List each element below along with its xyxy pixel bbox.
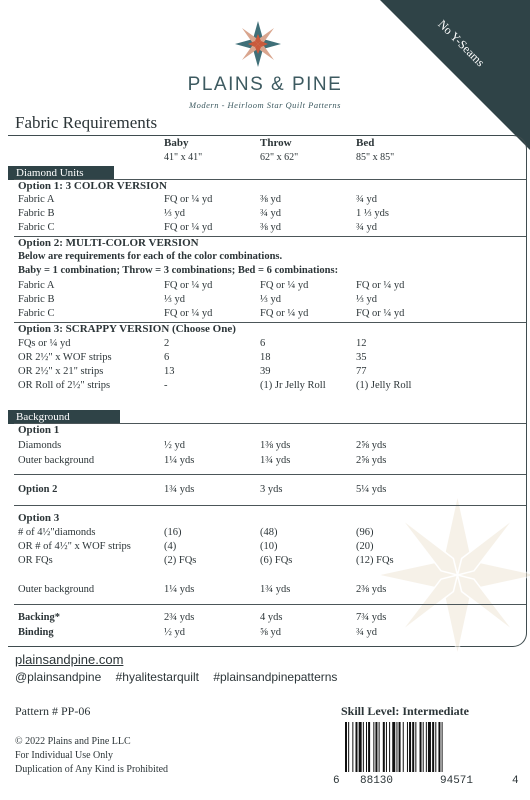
- social-handles: [15, 670, 348, 684]
- barcode-bar: [409, 722, 411, 772]
- column-baby: Baby: [164, 137, 189, 149]
- barcode-bar: [363, 722, 364, 772]
- barcode-icon: [343, 722, 523, 772]
- divider: [14, 604, 526, 605]
- barcode-digits-right: 94571: [440, 775, 474, 787]
- barcode-bar: [392, 722, 395, 772]
- table-row: # of 4½"diamonds (16) (48) (96): [18, 527, 374, 538]
- barcode-bar: [420, 722, 422, 772]
- barcode-bar: [345, 722, 347, 772]
- bg-option1-heading: Option 1: [18, 424, 60, 436]
- copyright: © 2022 Plains and Pine LLC: [15, 736, 131, 747]
- barcode-bar: [366, 722, 367, 772]
- star-logo-icon: [234, 20, 282, 68]
- column-throw-size: 62" x 62": [260, 152, 299, 163]
- barcode-bar: [356, 722, 358, 772]
- brand-tagline: Modern - Heirloom Star Quilt Patterns: [189, 100, 341, 110]
- table-row: Fabric B ⅓ yd ¾ yd 1 ⅓ yds: [18, 208, 389, 219]
- barcode-bar: [403, 722, 404, 772]
- barcode-bar: [348, 722, 349, 772]
- barcode-bar: [396, 722, 397, 772]
- barcode-bar: [435, 722, 436, 772]
- barcode-bar: [375, 722, 377, 772]
- table-row: Outer background 1¼ yds 1¾ yds 2⅝ yds: [18, 455, 387, 466]
- skill-level: Skill Level: Intermediate: [341, 704, 469, 718]
- column-baby-size: 41" x 41": [164, 152, 203, 163]
- bg-option3-heading: Option 3: [18, 512, 60, 524]
- column-bed-size: 85" x 85": [356, 152, 395, 163]
- table-row: Fabric A FQ or ¼ yd FQ or ¼ yd FQ or ¼ yd: [18, 280, 405, 291]
- table-row: OR FQs (2) FQs (6) FQs (12) FQs: [18, 555, 394, 566]
- barcode-bar: [426, 722, 427, 772]
- table-row: OR 2½" x 21" strips 13 39 77: [18, 366, 367, 377]
- barcode-digits-left: 88130: [360, 775, 394, 787]
- duplication-note: Duplication of Any Kind is Prohibited: [15, 764, 169, 775]
- barcode-bar: [407, 722, 408, 772]
- barcode-bar: [386, 722, 387, 772]
- barcode-digit-last: 4: [512, 775, 519, 787]
- section-background: Background: [8, 410, 120, 424]
- barcode-bar: [379, 722, 380, 772]
- barcode-bar: [389, 722, 390, 772]
- instagram-handle[interactable]: @plainsandpine: [15, 670, 102, 684]
- column-throw: Throw: [260, 137, 292, 149]
- option2-combinations: Baby = 1 combination; Throw = 3 combinations; Bed = 6 combinations:: [18, 265, 339, 276]
- barcode-bar: [438, 722, 440, 772]
- barcode-bar: [352, 722, 353, 772]
- barcode-bar: [359, 722, 362, 772]
- table-row: OR # of 4½" x WOF strips (4) (10) (20): [18, 541, 374, 552]
- barcode-bar: [383, 722, 385, 772]
- barcode-bar: [415, 722, 416, 772]
- barcode-bar: [442, 722, 443, 772]
- table-row: Fabric B ⅓ yd ⅓ yd ⅓ yd: [18, 294, 377, 305]
- barcode-bar: [432, 722, 434, 772]
- table-row: Diamonds ½ yd 1⅜ yds 2⅝ yds: [18, 440, 387, 451]
- table-row: OR 2½" x WOF strips 6 18 35: [18, 352, 367, 363]
- barcode-bar: [368, 722, 370, 772]
- barcode-bar: [373, 722, 374, 772]
- table-row: Option 2 1¾ yds 3 yds 5¼ yds: [18, 484, 387, 495]
- hashtag-quilt[interactable]: #hyalitestarquilt: [115, 670, 199, 684]
- page-title: Fabric Requirements: [15, 113, 158, 132]
- table-row: Fabric C FQ or ¼ yd ⅜ yd ¾ yd: [18, 222, 377, 233]
- option3-heading: Option 3: SCRAPPY VERSION (Choose One): [18, 323, 236, 335]
- divider: [14, 423, 526, 424]
- table-row: Fabric A FQ or ¼ yd ⅜ yd ¾ yd: [18, 194, 377, 205]
- table-row: Backing* 2¾ yds 4 yds 7¾ yds: [18, 612, 387, 623]
- brand-name: PLAINS & PINE: [187, 74, 343, 95]
- column-bed: Bed: [356, 137, 375, 149]
- table-row: OR Roll of 2½" strips - (1) Jr Jelly Roll (1) Jelly Roll: [18, 380, 412, 391]
- website-link[interactable]: plainsandpine.com: [15, 652, 124, 667]
- barcode-bar: [412, 722, 414, 772]
- divider: [14, 474, 526, 475]
- pattern-number: Pattern # PP-06: [15, 704, 91, 718]
- section-diamond-units: Diamond Units: [8, 166, 114, 180]
- table-row: Binding ½ yd ⅝ yd ¾ yd: [18, 627, 377, 638]
- option2-note: Below are requirements for each of the color combinations.: [18, 251, 283, 262]
- table-row: Fabric C FQ or ¼ yd FQ or ¼ yd FQ or ¼ yd: [18, 308, 405, 319]
- barcode-digit-first: 6: [333, 775, 340, 787]
- option2-heading: Option 2: MULTI-COLOR VERSION: [18, 237, 199, 249]
- hashtag-patterns[interactable]: #plainsandpinepatterns: [213, 670, 338, 684]
- usage-note: For Individual Use Only: [15, 750, 114, 761]
- no-y-seams-label: No Y-Seams: [435, 17, 488, 70]
- table-row: Outer background 1¼ yds 1¾ yds 2⅜ yds: [18, 584, 387, 595]
- option1-heading: Option 1: 3 COLOR VERSION: [18, 180, 167, 192]
- barcode-bar: [423, 722, 424, 772]
- barcode-bar: [428, 722, 431, 772]
- barcode-bar: [399, 722, 401, 772]
- divider: [14, 505, 526, 506]
- table-row: FQs or ¼ yd 2 6 12: [18, 338, 367, 349]
